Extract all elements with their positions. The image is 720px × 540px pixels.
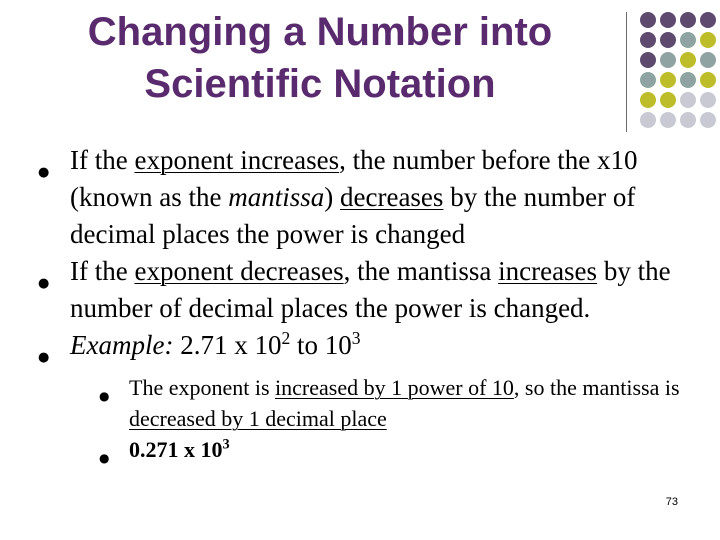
sub-bullet-explanation [99,372,688,434]
text-run: , the mantissa [343,256,499,286]
bullet-marker-icon: ● [38,165,50,180]
underlined-text: exponent decreases [134,256,344,286]
text-run: , the number before the x10 (known as the [70,145,638,212]
bullet-list [38,142,688,465]
decorative-dot [700,72,716,88]
underlined-text: decreased by 1 decimal place [129,406,387,431]
text-run: The exponent is [129,375,276,400]
text-run: If the [70,256,135,286]
decorative-dot [700,92,716,108]
sub-bullet-result [99,434,688,465]
decorative-dot [680,112,696,128]
decorative-dot [660,12,676,28]
bullet-example [38,327,688,465]
decorative-dot [640,112,656,128]
title-line-1: Changing a Number into [87,10,553,54]
decorative-dot [700,112,716,128]
text-run: If the [70,145,135,175]
decorative-dot [680,92,696,108]
decorative-dot [640,12,656,28]
decorative-dot [640,92,656,108]
example-label: Example: [70,330,174,360]
decorative-dot [640,32,656,48]
text-run: to 10 [290,330,352,360]
slide-number: 73 [665,496,678,508]
text-run: 0.271 x 10 [129,437,223,462]
bullet-marker-icon: ● [38,350,50,365]
decorative-dot [680,52,696,68]
decorative-dot [660,32,676,48]
bullet-marker-icon: ● [99,389,110,403]
text-run: by the number of decimal places the power is changed [70,182,636,249]
decorative-dot [640,72,656,88]
title-line-2: Scientific Notation [144,62,496,106]
italic-term: mantissa [228,182,325,212]
text-run: by the number of decimal places the power is changed. [70,256,671,323]
underlined-text: increases [498,256,598,286]
text-run: ) [324,182,340,212]
decorative-dot [640,52,656,68]
bullet-exponent-decreases [38,253,688,327]
decorative-dot [680,72,696,88]
decorative-dot [680,12,696,28]
title-divider [626,12,627,132]
text-run: 2.71 x 10 [173,330,282,360]
decorative-dot [660,92,676,108]
underlined-text: increased by 1 power of 10 [275,375,514,400]
decorative-dot [700,32,716,48]
superscript: 3 [351,328,361,348]
decorative-dot [660,52,676,68]
superscript: 2 [281,328,291,348]
superscript: 3 [222,436,230,453]
bullet-marker-icon: ● [99,451,110,465]
decorative-dot [700,52,716,68]
underlined-text: decreases [340,182,444,212]
decorative-dot [660,112,676,128]
decorative-dot [700,12,716,28]
slide-title [40,6,600,110]
decorative-dot [660,72,676,88]
bullet-exponent-increases [38,142,688,253]
decorative-dot [680,32,696,48]
text-run: , so the mantissa is [513,375,680,400]
bullet-marker-icon: ● [38,276,50,291]
sub-bullet-list [70,372,688,465]
underlined-text: exponent increases [134,145,340,175]
